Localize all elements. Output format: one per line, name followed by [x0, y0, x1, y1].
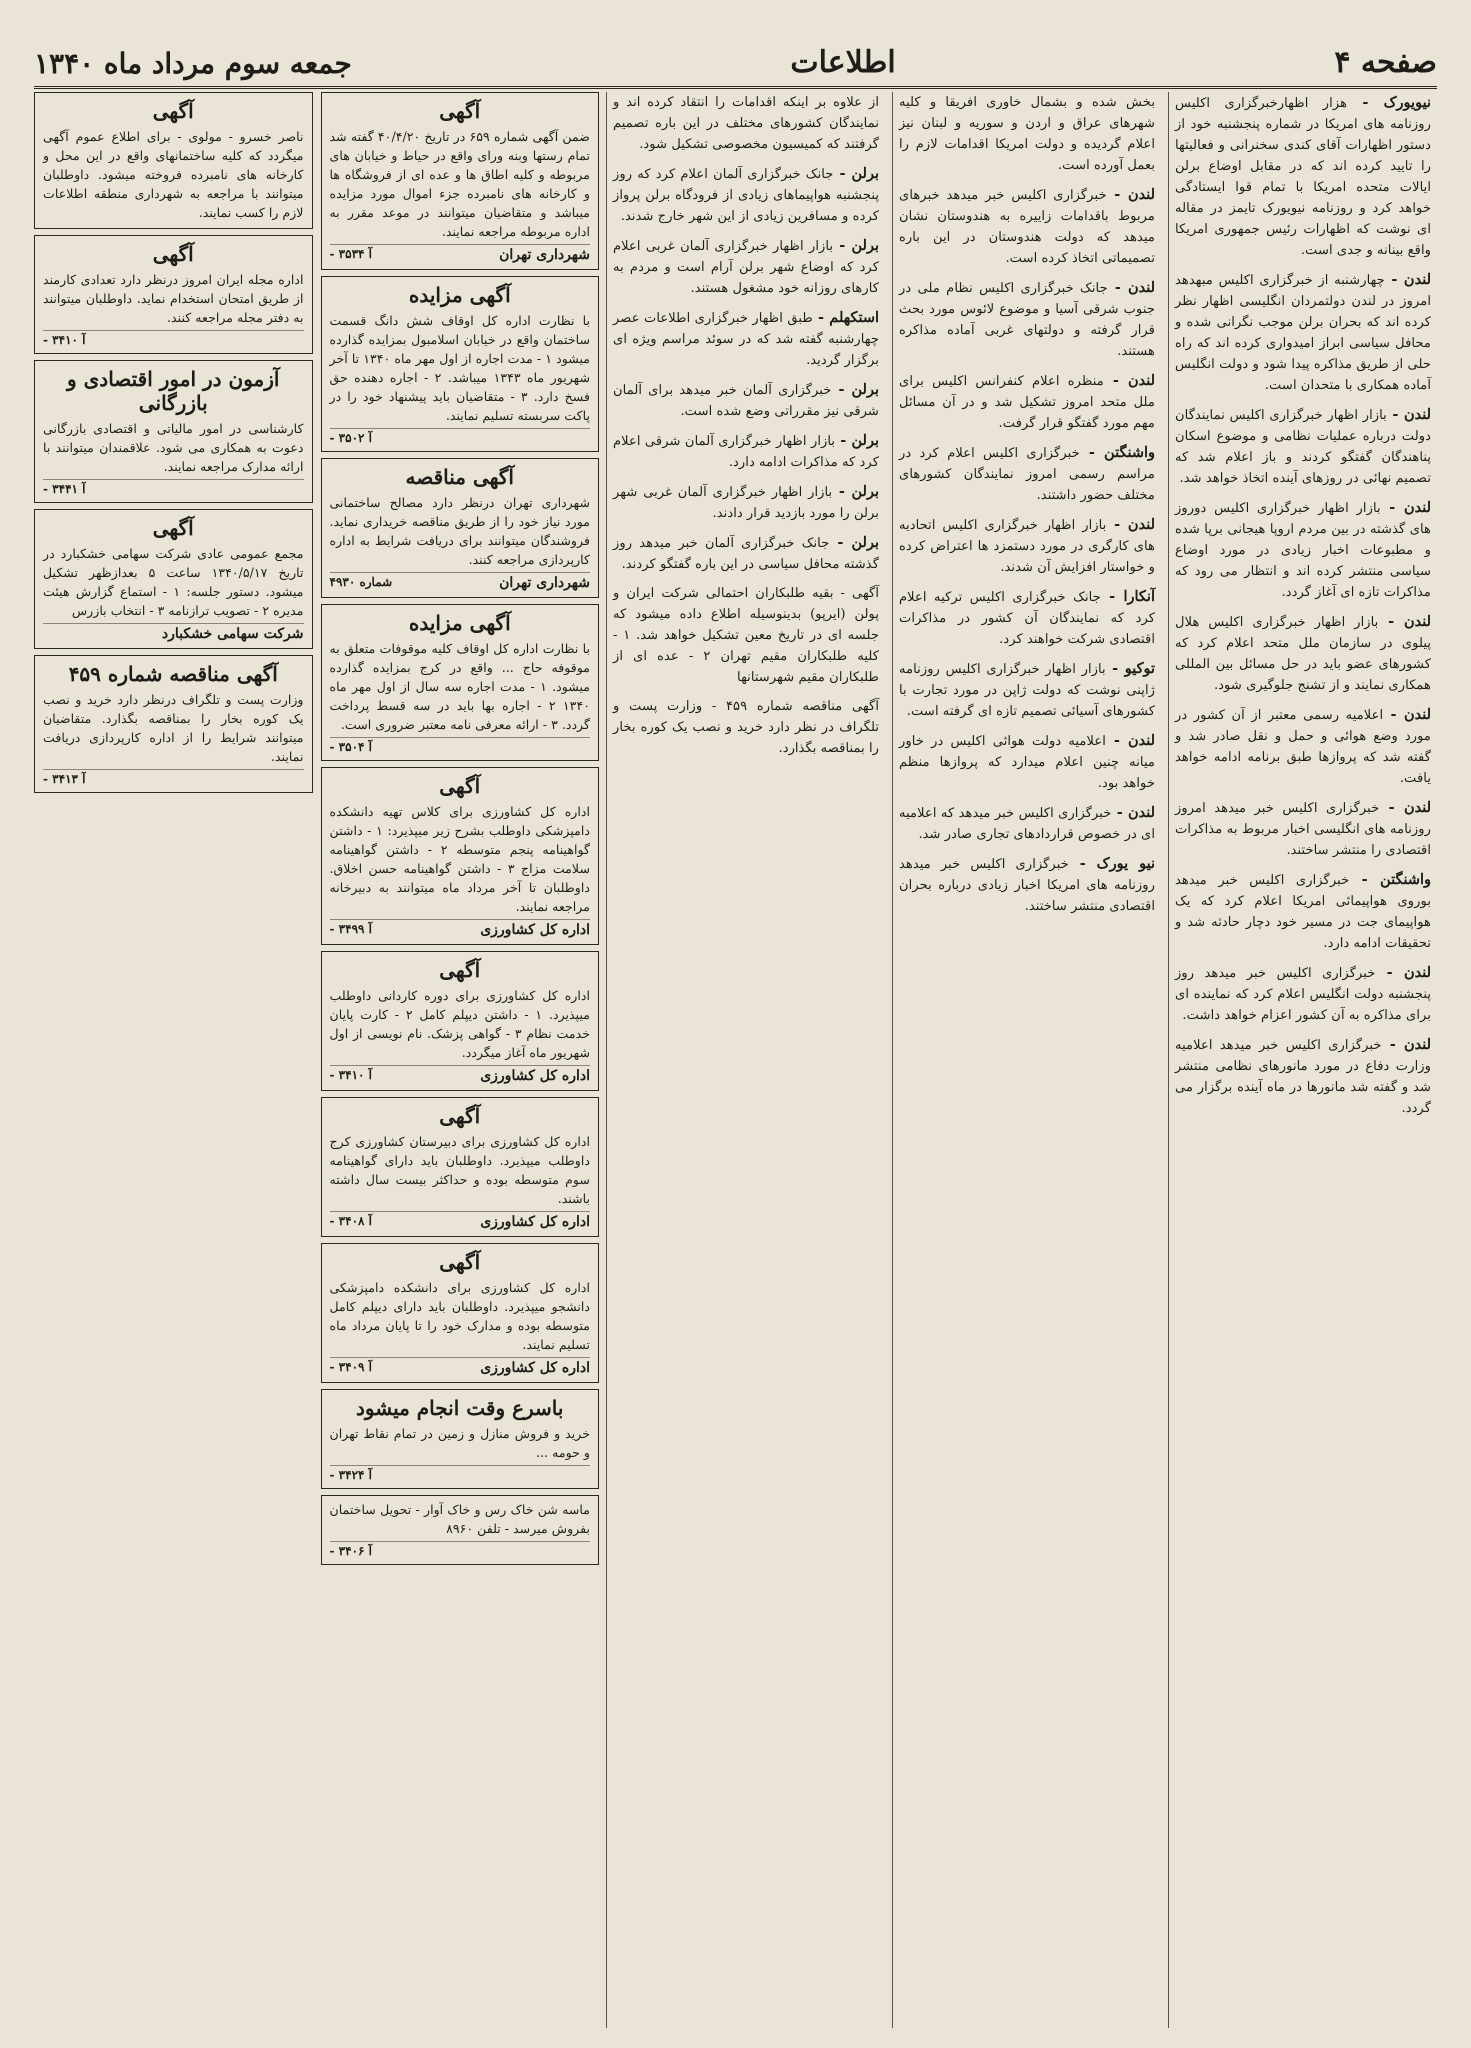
news-item	[1169, 797, 1437, 861]
ad-footer	[330, 1211, 591, 1230]
ad-footer	[330, 572, 591, 591]
ad-signature: اداره کل کشاورزی	[480, 1360, 590, 1376]
ad-number: آ ۳۴۲۴ -	[329, 1468, 372, 1482]
ad-footer	[330, 1065, 591, 1084]
ad-body: خرید و فروش منازل و زمین در تمام نقاط تهران و حومه ...	[329, 1426, 590, 1460]
news-text: بازار اظهار خبرگزاری اکلیس نمایندگان دولت درباره عملیات نظامی و موضوع اسکان پناهندگان گفتگو کردند و باز اعلام شد که تصمیم نهائی در روزهای آینده اتخاذ خواهد شد.	[1175, 408, 1431, 486]
ad-number: شماره ۴۹۳۰	[329, 575, 393, 589]
news-item	[893, 277, 1161, 362]
news-text: آگهی مناقصه شماره ۴۵۹ - وزارت پست و تلگراف در نظر دارد خرید و نصب یک کوره بخار را بمناقصه بگذارد.	[613, 699, 879, 756]
ad-footer	[43, 330, 304, 347]
issue-date: جمعه سوم مرداد ماه ۱۳۴۰	[34, 47, 352, 80]
ad-box	[321, 276, 600, 452]
ad-body: با نظارت اداره کل اوقاف کلیه موقوفات متعلق به موقوفه حاج ... واقع در کرج بمزایده گذارده میشود. ۱ - مدت اجاره سه سال از اول مهر ماه ۱۳۴۰ ۲ - اجاره بها باید در سه قسط پرداخت گردد. ۳ - ارائه معرفی نامه معتبر ضروری است.	[329, 641, 590, 732]
ad-number: آ ۳۴۰۶ -	[329, 1544, 372, 1558]
news-text: خبرگزاری اکلیس خبر میدهد امروز روزنامه های انگلیسی اخبار مربوط به مذاکرات اقتصادی را منتشر ساختند.	[1175, 801, 1431, 858]
news-dateline: توکیو -	[1105, 660, 1155, 677]
ad-box	[34, 509, 313, 649]
ad-body: کارشناسی در امور مالیاتی و اقتصادی بازرگانی دعوت به همکاری می شود. علاقمندان میتوانند با ارائه مدارک مراجعه نمایند.	[43, 421, 304, 474]
news-dateline: برلن -	[829, 534, 879, 551]
news-text: طبق اظهار خبرگزاری اطلاعات عصر چهارشنبه گفته شد که در سوئد مراسم ویژه ای برگزار گردید.	[613, 311, 879, 368]
ads-column-right	[321, 92, 600, 1571]
news-dateline: لندن -	[1107, 279, 1156, 296]
news-text: بازار اظهار خبرگزاری آلمان غربی اعلام کرد که اوضاع شهر برلن آرام است و مردم به کارهای روزانه خود مشغول هستند.	[613, 239, 879, 296]
ad-title: آزمون در امور اقتصادی و بازرگانی	[67, 367, 280, 415]
news-text: بازار اظهار خبرگزاری اکلیس دوروز های گذشته در بین مردم اروپا هیجانی برپا شده و مطبوعات اخبار زیادی در مورد اوضاع سیاسی منتشر کرده اند و انتظار می رود که مذاکرات تازه ای آغاز گردد.	[1175, 501, 1431, 600]
ad-box	[321, 1097, 600, 1237]
ad-title: آگهی	[439, 1250, 481, 1274]
news-item	[607, 379, 885, 422]
ad-number: آ ۳۴۰۸ -	[329, 1214, 372, 1228]
news-text: جانک خبرگزاری اکلیس نظام ملی در جنوب شرقی آسیا و موضوع لائوس مورد بحث قرار گرفته و دولتهای غربی آماده مذاکره هستند.	[899, 281, 1155, 359]
news-item	[1169, 497, 1437, 603]
news-item	[607, 235, 885, 299]
news-column-3	[606, 92, 885, 2028]
ad-body: با نظارت اداره کل اوقاف شش دانگ قسمت ساختمان واقع در خیابان اسلامبول بمزایده گذارده میشود ۱ - مدت اجاره از اول مهر ماه ۱۳۴۰ تا آخر شهریور ماه ۱۳۴۳ میباشد. ۲ - اجاره دهنده حق فسخ دارد. ۳ - متقاضیان باید پیشنهاد خود را در پاکت سربسته تسلیم نمایند.	[329, 313, 591, 423]
news-dateline: واشنگتن -	[1349, 871, 1432, 888]
news-text: خبرگزاری اکلیس خبر میدهد خبرهای مربوط باقدامات زاییره به هندوستان نشان میدهد که دولت هندوستان در این باره تصمیماتی اتخاذ کرده است.	[899, 188, 1155, 266]
ad-title: باسرع وقت انجام میشود	[356, 1396, 564, 1420]
news-item	[607, 696, 885, 759]
news-item	[607, 532, 885, 575]
news-text: جانک خبرگزاری آلمان خبر میدهد روز گذشته محافل سیاسی در این باره گفتگو کردند.	[613, 536, 879, 572]
news-dateline: برلن -	[835, 432, 879, 449]
news-text: بازار اظهار خبرگزاری اکلیس هلال پیلوی در سازمان ملل متحد اعلام کرد که کشورهای عضو باید در حل مسائل بین المللی همکاری نمایند و از تشنج جلوگیری شود.	[1175, 615, 1431, 693]
news-item	[893, 184, 1161, 269]
news-item	[1169, 869, 1437, 954]
news-text: از علاوه بر اینکه اقدامات را انتقاد کرده اند و نمایندگان کشورهای مختلف در این باره تصمیم گرفتند که کمیسیون مخصوصی تشکیل شود.	[613, 95, 879, 152]
news-item	[1169, 92, 1437, 261]
news-item	[607, 430, 885, 473]
ad-body: ضمن آگهی شماره ۶۵۹ در تاریخ ۴۰/۴/۲۰ گفته شد تمام رستها وبنه ورای واقع در حیاط و خیابان های مربوطه و کلیه اطاق ها و عده ای از فروشگاه ها و کارخانه های نامبرده جزء اموال مورد مزایده میباشد و متقاضیان میتوانند در موعد مقرر به اداره مربوطه مراجعه نمایند.	[329, 129, 590, 239]
paper-name: اطلاعات	[790, 45, 896, 80]
news-item	[893, 370, 1161, 434]
ad-footer	[330, 244, 591, 263]
news-text: خبرگزاری اکلیس خبر میدهد روز پنجشنبه دولت انگلیس اعلام کرد که نماینده ای برای مذاکره به آن کشور اعزام خواهد داشت.	[1175, 966, 1431, 1023]
page-number: صفحه ۴	[1334, 45, 1437, 80]
news-column-1	[1168, 92, 1437, 2028]
ad-body: مجمع عمومی عادی شرکت سهامی خشکبارد در تاریخ ۱۳۴۰/۵/۱۷ ساعت ۵ بعدازظهر تشکیل میشود. دستور جلسه: ۱ - استماع گزارش هیئت مدیره ۲ - تصویب ترازنامه ۳ - انتخاب بازرس	[43, 546, 304, 618]
news-text: خبرگزاری اکلیس خبر میدهد که اعلامیه ای در خصوص قراردادهای تجاری صادر شد.	[899, 806, 1155, 842]
news-item	[893, 853, 1161, 917]
ad-box	[321, 92, 600, 270]
ad-number: آ ۳۴۰۹ -	[329, 1360, 372, 1374]
ad-box	[321, 458, 600, 598]
news-text: جانک خبرگزاری اکلیس ترکیه اعلام کرد که نمایندگان آن کشور در مذاکرات اقتصادی شرکت خواهند کرد.	[899, 590, 1155, 647]
ad-box	[321, 951, 600, 1091]
news-item	[893, 92, 1161, 176]
news-item	[893, 442, 1161, 506]
news-dateline: برلن -	[833, 237, 879, 254]
news-dateline: برلن -	[833, 165, 879, 182]
ad-number: آ ۳۵۳۴ -	[329, 247, 372, 261]
ad-title: آگهی	[439, 774, 481, 798]
ad-footer	[330, 428, 591, 445]
news-item	[893, 586, 1161, 650]
ad-footer	[330, 1357, 591, 1376]
ad-footer	[330, 919, 591, 938]
ad-number: آ ۳۴۱۰ -	[43, 333, 86, 347]
news-dateline: لندن -	[1381, 1036, 1432, 1053]
ad-body: ماسه شن خاک رس و خاک آوار - تحویل ساختمان بفروش میرسد - تلفن ۸۹۶۰	[329, 1502, 590, 1536]
news-dateline: لندن -	[1375, 964, 1432, 981]
news-item	[607, 92, 885, 155]
ad-footer	[330, 737, 591, 754]
news-item	[1169, 1034, 1437, 1119]
ad-footer	[330, 1465, 591, 1482]
news-text: خبرگزاری اکلیس خبر میدهد بوروی هواپیمائی امریکا اعلام کرد که یک هواپیمای جت در مسیر خود دچار حادثه شد و تحقیقات ادامه دارد.	[1175, 873, 1431, 951]
news-text: جانک خبرگزاری آلمان اعلام کرد که روز پنجشنبه هواپیماهای زیادی از فرودگاه برلن پرواز کرده و مسافرین زیادی از این شهر خارج شدند.	[613, 167, 879, 224]
news-dateline: استکهلم -	[812, 309, 879, 326]
news-dateline: واشنگتن -	[1079, 444, 1156, 461]
ad-body: اداره کل کشاورزی برای دوره کاردانی داوطلب میپذیرد. ۱ - داشتن دیپلم کامل ۲ - کارت پایان خدمت نظام ۳ - گواهی پزشک. نام نویسی از اول شهریور ماه آغاز میگردد.	[329, 988, 591, 1060]
news-item	[1169, 611, 1437, 696]
news-dateline: لندن -	[1103, 372, 1156, 389]
news-text: بازار اظهار خبرگزاری آلمان شرقی اعلام کرد که مذاکرات ادامه دارد.	[613, 434, 879, 470]
ad-number: آ ۳۵۰۲ -	[329, 431, 372, 445]
ad-number: آ ۳۵۰۴ -	[329, 740, 372, 754]
ad-signature: اداره کل کشاورزی	[480, 1068, 590, 1084]
ad-footer	[330, 1541, 591, 1558]
news-dateline: لندن -	[1383, 706, 1431, 723]
ad-title: آگهی	[152, 242, 194, 266]
ad-body: شهرداری تهران درنظر دارد مصالح ساختمانی مورد نیاز خود را از طریق مناقصه خریداری نماید. فروشندگان میتوانند برای دریافت شرایط به اداره کارپردازی مراجعه کنند.	[329, 495, 590, 567]
news-text: بخش شده و بشمال خاوری افریقا و کلیه شهرهای عراق و اردن و سوریه و لبنان نیز اعلام گردیده و دولت امریکا اقدامات لازم را بعمل آورده است.	[899, 95, 1155, 173]
ad-body: اداره کل کشاورزی برای دبیرستان کشاورزی کرج داوطلب میپذیرد. داوطلبان باید دارای گواهینامه سوم متوسطه بوده و حداکثر بیست سال داشته باشند.	[329, 1134, 590, 1206]
ad-footer	[43, 623, 304, 642]
ad-box	[34, 360, 313, 503]
ads-grid	[34, 92, 599, 1571]
news-dateline: نیویورک -	[1347, 94, 1431, 111]
news-dateline: آنکارا -	[1100, 588, 1155, 605]
news-dateline: لندن -	[1111, 804, 1155, 821]
ad-number: آ ۳۴۴۱ -	[43, 482, 86, 496]
news-item	[893, 730, 1161, 794]
ad-box	[321, 1243, 600, 1383]
ad-number: آ ۳۴۱۰ -	[329, 1068, 372, 1082]
news-dateline: لندن -	[1386, 406, 1432, 423]
news-text: اعلامیه دولت هوائی اکلیس در خاور میانه چنین اعلام میدارد که پروازها منظم خواهد بود.	[899, 734, 1155, 791]
news-text: منظره اعلام کنفرانس اکلیس برای ملل متحد امروز تشکیل شد و در آن مسائل مهم مورد گفتگو قرار گرفت.	[899, 374, 1155, 431]
news-dateline: لندن -	[1384, 271, 1431, 288]
news-dateline: لندن -	[1378, 613, 1432, 630]
news-text: چهارشنبه از خبرگزاری اکلیس مبهدهد امروز در لندن دولتمردان انگلیسی اظهار نظر کرده اند که بحران برلن موجب نگرانی شده و محافل سیاسی ابراز امیدواری کرده اند که راه حلی از طریق مذاکره پیدا شود و دولت انگلیس آماده همکاری با متحدان است.	[1175, 273, 1431, 393]
masthead	[34, 28, 1437, 89]
news-item	[1169, 704, 1437, 789]
news-dateline: لندن -	[1105, 732, 1155, 749]
ad-body: وزارت پست و تلگراف درنظر دارد خرید و نصب یک کوره بخار را بمناقصه بگذارد. متقاضیان میتوانند شرایط را از اداره کارپردازی دریافت نمایند.	[43, 692, 304, 764]
ad-signature: شرکت سهامی خشکبارد	[161, 626, 304, 642]
news-item	[1169, 269, 1437, 396]
news-item	[1169, 404, 1437, 489]
ad-footer	[43, 769, 304, 786]
ads-section	[34, 92, 599, 2028]
ad-box	[321, 1495, 600, 1565]
ad-box	[34, 92, 313, 229]
news-item	[893, 514, 1161, 578]
ad-footer	[43, 479, 304, 496]
ad-signature: شهرداری تهران	[499, 575, 590, 591]
news-text: بازار اظهار خبرگزاری اکلیس روزنامه ژاپنی نوشت که دولت ژاپن در مورد تجارت با کشورهای آسیائی تصمیم تازه ای گرفته است.	[899, 662, 1155, 719]
news-item	[607, 163, 885, 227]
news-dateline: نیو یورک -	[1068, 855, 1156, 872]
news-text: اعلامیه رسمی معتبر از آن کشور در مورد وضع هوائی و حمل و نقل صادر شد و گفته شد که پروازها طبق برنامه ادامه خواهد یافت.	[1175, 708, 1431, 786]
ad-signature: شهرداری تهران	[499, 247, 590, 263]
news-dateline: لندن -	[1380, 499, 1432, 516]
ad-body: اداره کل کشاورزی برای دانشکده دامپزشکی دانشجو میپذیرد. داوطلبان باید دارای دیپلم کامل متوسطه بوده و مدارک خود را تا پایان مرداد ماه تسلیم نمایند.	[329, 1280, 590, 1352]
news-item	[893, 802, 1161, 845]
news-item	[607, 307, 885, 371]
news-text: آگهی - بقیه طلبکاران احتمالی شرکت ایران و پولن (ایرپو) بدینوسیله اطلاع داده میشود که جلسه ای در تاریخ معین تشکیل خواهد شد. ۱ - کلیه طلبکاران مقیم تهران ۲ - عده ای از طلبکاران مقیم شهرستانها	[613, 586, 879, 685]
ad-title: آگهی	[439, 958, 481, 982]
ad-box	[321, 767, 600, 945]
ad-number: آ ۳۴۹۹ -	[329, 922, 372, 936]
ad-title: آگهی مناقصه	[405, 465, 514, 489]
news-text: بازار اظهار خبرگزاری اکلیس اتحادیه های کارگری در مورد دستمزد ها اعتراض کرده و خواستار افزایش آن شدند.	[899, 518, 1155, 575]
columns	[34, 92, 1437, 2028]
ads-column-left	[34, 92, 313, 1571]
news-text: خبرگزاری اکلیس خبر میدهد روزنامه های امریکا اخبار زیادی درباره بحران اقتصادی منتشر ساختند.	[899, 857, 1155, 914]
ad-box	[34, 235, 313, 354]
news-dateline: لندن -	[1379, 799, 1431, 816]
news-item	[1169, 962, 1437, 1026]
news-text: خبرگزاری اکلیس خبر میدهد اعلامیه وزارت دفاع در مورد مانورهای نظامی منتشر شد و گفته شد مانورها در ماه آینده برگزار می گردد.	[1175, 1038, 1431, 1116]
news-dateline: برلن -	[831, 381, 880, 398]
news-item	[607, 583, 885, 688]
ad-signature: اداره کل کشاورزی	[480, 922, 590, 938]
news-text: خبرگزاری آلمان خبر میدهد برای آلمان شرقی نیز مقرراتی وضع شده است.	[613, 383, 879, 419]
ad-number: آ ۳۴۱۳ -	[43, 772, 86, 786]
news-text: خبرگزاری اکلیس اعلام کرد در مراسم رسمی امروز نمایندگان کشورهای مختلف حضور داشتند.	[899, 446, 1155, 503]
ad-body: اداره مجله ایران امروز درنظر دارد تعدادی کارمند از طریق امتحان استخدام نماید. داوطلبان میتوانند به دفتر مجله مراجعه کنند.	[43, 272, 304, 325]
ad-title: آگهی مزایده	[408, 611, 511, 635]
ad-title: آگهی	[152, 99, 194, 123]
ad-body: اداره کل کشاورزی برای کلاس تهیه دانشکده دامپزشکی داوطلب بشرح زیر میپذیرد: ۱ - داشتن گواهینامه پنجم متوسطه ۲ - داشتن گواهینامه سلامت مزاج ۳ - داشتن گواهینامه حسن اخلاق. داوطلبان تا آخر مرداد ماه میتوانند به دبیرخانه مراجعه نمایند.	[329, 804, 590, 914]
news-dateline: لندن -	[1106, 516, 1155, 533]
ad-box	[321, 1389, 600, 1489]
news-dateline: برلن -	[832, 483, 879, 500]
ad-body: ناصر خسرو - مولوی - برای اطلاع عموم آگهی میگردد که کلیه ساختمانهای واقع در این محل و کارخانه های نامبرده فروخته میشود. داوطلبان میتوانند با مراجعه به شهرداری منطقه اطلاعات لازم را کسب نمایند.	[43, 129, 304, 220]
news-item	[607, 481, 885, 524]
ad-title: آگهی مزایده	[408, 283, 511, 307]
ad-box	[321, 604, 600, 761]
ad-title: آگهی	[439, 99, 481, 123]
news-item	[893, 658, 1161, 722]
news-column-2	[892, 92, 1161, 2028]
ad-title: آگهی	[152, 516, 194, 540]
ad-title: آگهی مناقصه شماره ۴۵۹	[68, 662, 278, 686]
news-dateline: لندن -	[1106, 186, 1156, 203]
ad-title: آگهی	[439, 1104, 481, 1128]
ad-signature: اداره کل کشاورزی	[480, 1214, 590, 1230]
ad-box	[34, 655, 313, 793]
news-text: هزار اظهارخبرگزاری اکلیس روزنامه های امریکا در شماره پنجشنبه خود از دستور اظهارات آقای کندی سخنرانی و فعالیتها را تایید کرده اند که در مقابل اوضاع برلن ایالات متحده امریکا با تمام قوا ایستادگی خواهد کرد و روزنامه نیویورک تایمز در مقاله ای نوشت که اظهارات رئیس جمهوری امریکا واقع بینانه و جدی است.	[1175, 96, 1431, 258]
news-text: بازار اظهار خبرگزاری آلمان غربی شهر برلن را مورد بازدید قرار دادند.	[613, 485, 879, 521]
